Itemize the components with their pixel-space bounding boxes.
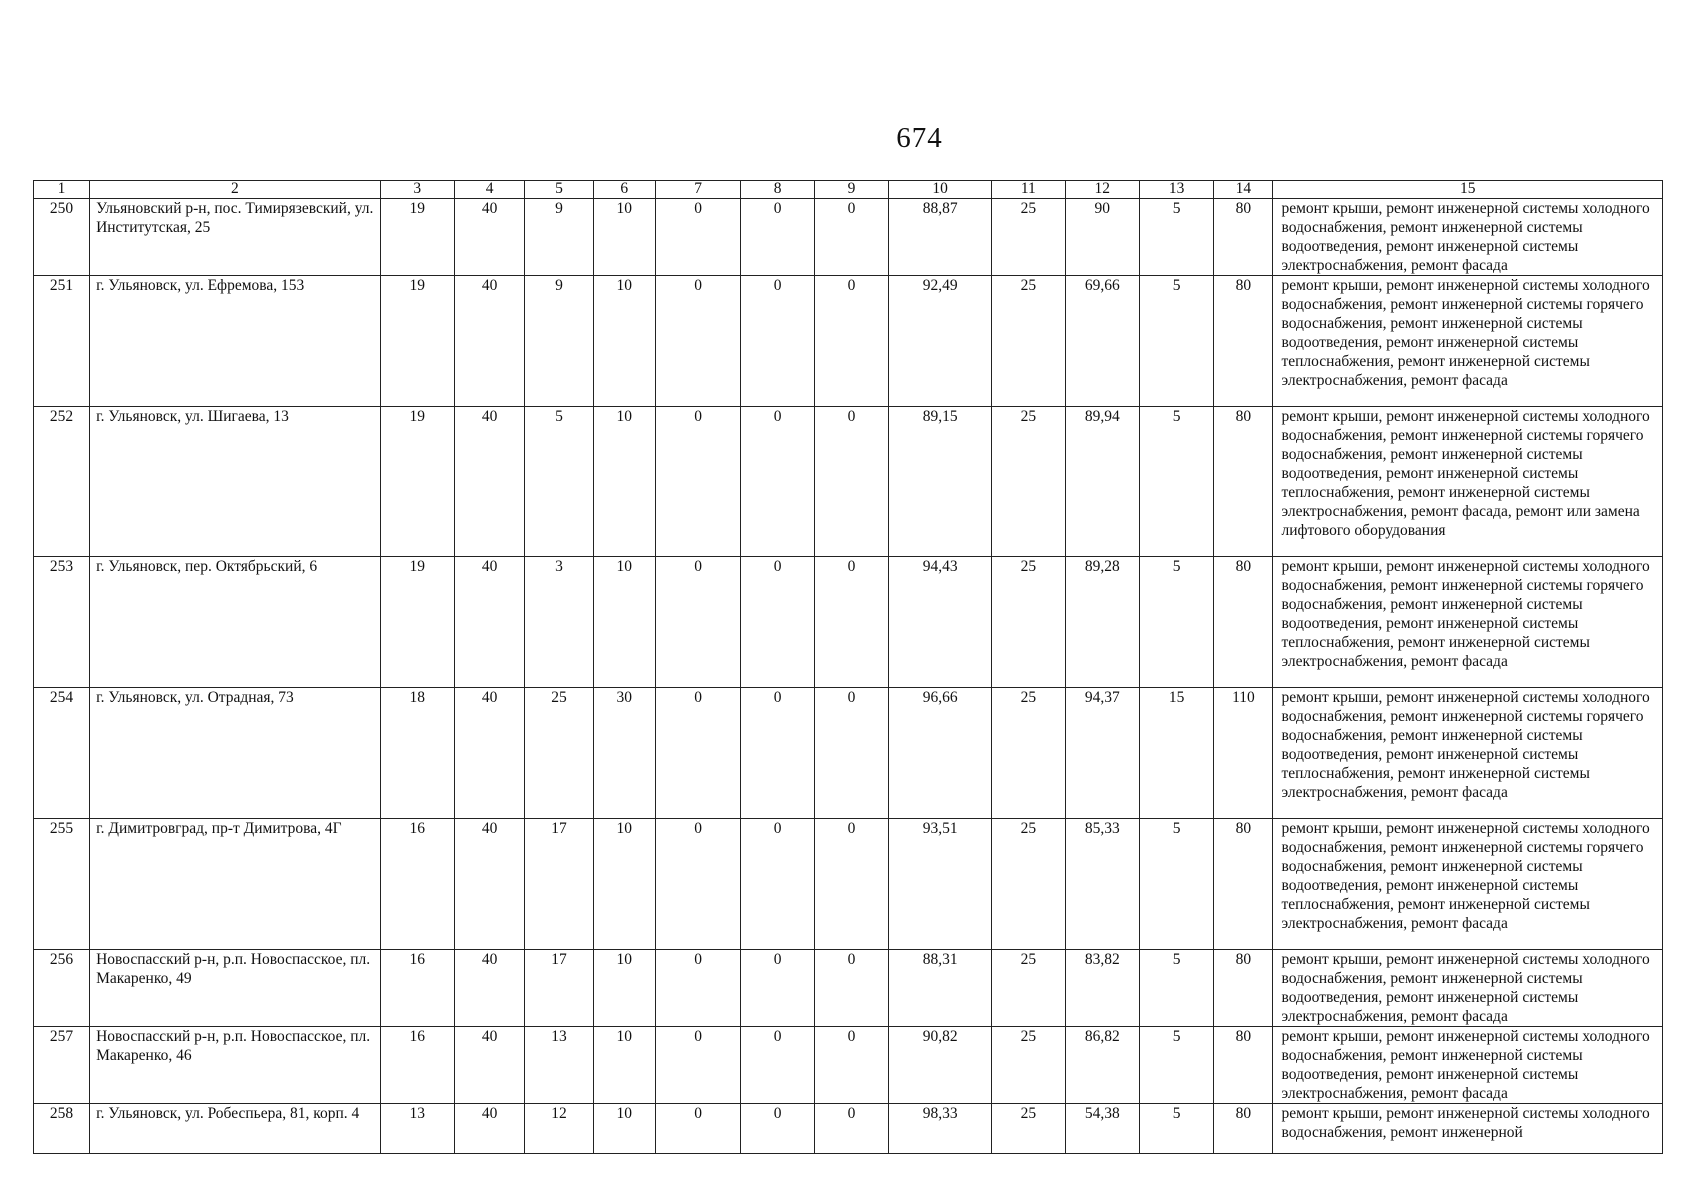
column-header: 10 xyxy=(889,181,992,199)
col8-cell: 0 xyxy=(741,950,814,1027)
column-header: 13 xyxy=(1139,181,1213,199)
col13-cell: 5 xyxy=(1139,1027,1213,1104)
col4-cell: 40 xyxy=(454,950,524,1027)
col7-cell: 0 xyxy=(655,1104,741,1154)
col6-cell: 10 xyxy=(593,407,655,557)
col9-cell: 0 xyxy=(814,1104,888,1154)
col9-cell: 0 xyxy=(814,819,888,950)
col8-cell: 0 xyxy=(741,276,814,407)
column-header: 3 xyxy=(380,181,454,199)
col10-cell: 88,31 xyxy=(889,950,992,1027)
col10-cell: 88,87 xyxy=(889,199,992,276)
column-header: 6 xyxy=(593,181,655,199)
address-cell: г. Ульяновск, пер. Октябрьский, 6 xyxy=(90,557,381,688)
col5-cell: 17 xyxy=(525,819,593,950)
col13-cell: 5 xyxy=(1139,819,1213,950)
table-row xyxy=(34,1027,1663,1104)
col7-cell: 0 xyxy=(655,688,741,819)
column-header: 7 xyxy=(655,181,741,199)
col11-cell: 25 xyxy=(992,950,1065,1027)
col5-cell: 13 xyxy=(525,1027,593,1104)
column-header: 12 xyxy=(1065,181,1139,199)
page-number: 674 xyxy=(896,122,943,154)
column-number-header-row xyxy=(34,181,1663,199)
col6-cell: 10 xyxy=(593,557,655,688)
col8-cell: 0 xyxy=(741,1027,814,1104)
col10-cell: 93,51 xyxy=(889,819,992,950)
row-number: 253 xyxy=(34,557,90,688)
col4-cell: 40 xyxy=(454,276,524,407)
table-row xyxy=(34,950,1663,1027)
col12-cell: 86,82 xyxy=(1065,1027,1139,1104)
col12-cell: 54,38 xyxy=(1065,1104,1139,1154)
table-row xyxy=(34,407,1663,557)
col3-cell: 19 xyxy=(380,557,454,688)
col14-cell: 110 xyxy=(1214,688,1273,819)
col11-cell: 25 xyxy=(992,1027,1065,1104)
col14-cell: 80 xyxy=(1214,557,1273,688)
repair-plan-table xyxy=(33,180,1663,1154)
col11-cell: 25 xyxy=(992,276,1065,407)
column-header: 9 xyxy=(814,181,888,199)
col8-cell: 0 xyxy=(741,407,814,557)
column-header: 5 xyxy=(525,181,593,199)
col10-cell: 90,82 xyxy=(889,1027,992,1104)
col3-cell: 18 xyxy=(380,688,454,819)
col11-cell: 25 xyxy=(992,1104,1065,1154)
col6-cell: 10 xyxy=(593,276,655,407)
works-cell: ремонт крыши, ремонт инженерной системы холодного водоснабжения, ремонт инженерной системы водоотведения, ремонт инженерной системы электроснабжения, ремонт фасада xyxy=(1273,199,1663,276)
column-header: 11 xyxy=(992,181,1065,199)
col10-cell: 92,49 xyxy=(889,276,992,407)
col7-cell: 0 xyxy=(655,950,741,1027)
works-cell: ремонт крыши, ремонт инженерной системы холодного водоснабжения, ремонт инженерной системы горячего водоснабжения, ремонт инженерной системы водоотведения, ремонт инженерной системы теплоснабжения, ремонт инженерной системы электроснабжения, ремонт фасада xyxy=(1273,819,1663,950)
works-cell: ремонт крыши, ремонт инженерной системы холодного водоснабжения, ремонт инженерной системы горячего водоснабжения, ремонт инженерной системы водоотведения, ремонт инженерной системы теплоснабжения, ремонт инженерной системы электроснабжения, ремонт фасада, ремонт или замена лифтового оборудования xyxy=(1273,407,1663,557)
row-number: 254 xyxy=(34,688,90,819)
col11-cell: 25 xyxy=(992,688,1065,819)
col10-cell: 98,33 xyxy=(889,1104,992,1154)
col6-cell: 10 xyxy=(593,1104,655,1154)
col9-cell: 0 xyxy=(814,199,888,276)
col9-cell: 0 xyxy=(814,688,888,819)
col14-cell: 80 xyxy=(1214,950,1273,1027)
col3-cell: 16 xyxy=(380,1027,454,1104)
col13-cell: 5 xyxy=(1139,199,1213,276)
address-cell: г. Ульяновск, ул. Шигаева, 13 xyxy=(90,407,381,557)
col5-cell: 25 xyxy=(525,688,593,819)
col4-cell: 40 xyxy=(454,199,524,276)
col7-cell: 0 xyxy=(655,1027,741,1104)
row-number: 250 xyxy=(34,199,90,276)
works-cell: ремонт крыши, ремонт инженерной системы холодного водоснабжения, ремонт инженерной системы горячего водоснабжения, ремонт инженерной системы водоотведения, ремонт инженерной системы теплоснабжения, ремонт инженерной системы электроснабжения, ремонт фасада xyxy=(1273,688,1663,819)
works-cell: ремонт крыши, ремонт инженерной системы холодного водоснабжения, ремонт инженерной системы горячего водоснабжения, ремонт инженерной системы водоотведения, ремонт инженерной системы теплоснабжения, ремонт инженерной системы электроснабжения, ремонт фасада xyxy=(1273,276,1663,407)
col12-cell: 90 xyxy=(1065,199,1139,276)
col12-cell: 89,94 xyxy=(1065,407,1139,557)
column-header: 1 xyxy=(34,181,90,199)
col5-cell: 12 xyxy=(525,1104,593,1154)
col5-cell: 3 xyxy=(525,557,593,688)
col6-cell: 10 xyxy=(593,819,655,950)
works-cell: ремонт крыши, ремонт инженерной системы холодного водоснабжения, ремонт инженерной xyxy=(1273,1104,1663,1154)
col3-cell: 19 xyxy=(380,407,454,557)
row-number: 258 xyxy=(34,1104,90,1154)
col10-cell: 94,43 xyxy=(889,557,992,688)
col3-cell: 16 xyxy=(380,950,454,1027)
row-number: 256 xyxy=(34,950,90,1027)
col6-cell: 10 xyxy=(593,199,655,276)
col11-cell: 25 xyxy=(992,199,1065,276)
address-cell: г. Ульяновск, ул. Отрадная, 73 xyxy=(90,688,381,819)
col7-cell: 0 xyxy=(655,276,741,407)
address-cell: г. Димитровград, пр-т Димитрова, 4Г xyxy=(90,819,381,950)
col13-cell: 15 xyxy=(1139,688,1213,819)
col14-cell: 80 xyxy=(1214,819,1273,950)
col4-cell: 40 xyxy=(454,557,524,688)
col5-cell: 9 xyxy=(525,199,593,276)
table-body xyxy=(34,181,1663,1154)
col9-cell: 0 xyxy=(814,407,888,557)
col11-cell: 25 xyxy=(992,819,1065,950)
col12-cell: 83,82 xyxy=(1065,950,1139,1027)
col9-cell: 0 xyxy=(814,276,888,407)
table-row xyxy=(34,199,1663,276)
col6-cell: 30 xyxy=(593,688,655,819)
address-cell: г. Ульяновск, ул. Робеспьера, 81, корп. 4 xyxy=(90,1104,381,1154)
col7-cell: 0 xyxy=(655,819,741,950)
column-header: 14 xyxy=(1214,181,1273,199)
col12-cell: 85,33 xyxy=(1065,819,1139,950)
col5-cell: 9 xyxy=(525,276,593,407)
col7-cell: 0 xyxy=(655,407,741,557)
col12-cell: 89,28 xyxy=(1065,557,1139,688)
col8-cell: 0 xyxy=(741,819,814,950)
col5-cell: 5 xyxy=(525,407,593,557)
works-cell: ремонт крыши, ремонт инженерной системы холодного водоснабжения, ремонт инженерной системы водоотведения, ремонт инженерной системы электроснабжения, ремонт фасада xyxy=(1273,950,1663,1027)
works-cell: ремонт крыши, ремонт инженерной системы холодного водоснабжения, ремонт инженерной системы водоотведения, ремонт инженерной системы электроснабжения, ремонт фасада xyxy=(1273,1027,1663,1104)
col11-cell: 25 xyxy=(992,407,1065,557)
col7-cell: 0 xyxy=(655,199,741,276)
address-cell: г. Ульяновск, ул. Ефремова, 153 xyxy=(90,276,381,407)
column-header: 8 xyxy=(741,181,814,199)
col13-cell: 5 xyxy=(1139,950,1213,1027)
col4-cell: 40 xyxy=(454,819,524,950)
col14-cell: 80 xyxy=(1214,276,1273,407)
col10-cell: 89,15 xyxy=(889,407,992,557)
col8-cell: 0 xyxy=(741,688,814,819)
col4-cell: 40 xyxy=(454,688,524,819)
column-header: 4 xyxy=(454,181,524,199)
row-number: 257 xyxy=(34,1027,90,1104)
col3-cell: 16 xyxy=(380,819,454,950)
col13-cell: 5 xyxy=(1139,276,1213,407)
column-header: 15 xyxy=(1273,181,1663,199)
col14-cell: 80 xyxy=(1214,1027,1273,1104)
address-cell: Ульяновский р-н, пос. Тимирязевский, ул. Институтская, 25 xyxy=(90,199,381,276)
col8-cell: 0 xyxy=(741,557,814,688)
col9-cell: 0 xyxy=(814,557,888,688)
col12-cell: 69,66 xyxy=(1065,276,1139,407)
table-row xyxy=(34,1104,1663,1154)
col13-cell: 5 xyxy=(1139,407,1213,557)
col9-cell: 0 xyxy=(814,950,888,1027)
col8-cell: 0 xyxy=(741,199,814,276)
col14-cell: 80 xyxy=(1214,199,1273,276)
address-cell: Новоспасский р-н, р.п. Новоспасское, пл. Макаренко, 46 xyxy=(90,1027,381,1104)
col14-cell: 80 xyxy=(1214,407,1273,557)
column-header: 2 xyxy=(90,181,381,199)
col6-cell: 10 xyxy=(593,1027,655,1104)
col12-cell: 94,37 xyxy=(1065,688,1139,819)
table-row xyxy=(34,688,1663,819)
col13-cell: 5 xyxy=(1139,557,1213,688)
row-number: 255 xyxy=(34,819,90,950)
col4-cell: 40 xyxy=(454,407,524,557)
table-row xyxy=(34,276,1663,407)
col4-cell: 40 xyxy=(454,1104,524,1154)
col3-cell: 13 xyxy=(380,1104,454,1154)
row-number: 251 xyxy=(34,276,90,407)
col6-cell: 10 xyxy=(593,950,655,1027)
col3-cell: 19 xyxy=(380,276,454,407)
col5-cell: 17 xyxy=(525,950,593,1027)
col9-cell: 0 xyxy=(814,1027,888,1104)
col7-cell: 0 xyxy=(655,557,741,688)
table-row xyxy=(34,819,1663,950)
col14-cell: 80 xyxy=(1214,1104,1273,1154)
col8-cell: 0 xyxy=(741,1104,814,1154)
col10-cell: 96,66 xyxy=(889,688,992,819)
address-cell: Новоспасский р-н, р.п. Новоспасское, пл. Макаренко, 49 xyxy=(90,950,381,1027)
col13-cell: 5 xyxy=(1139,1104,1213,1154)
col4-cell: 40 xyxy=(454,1027,524,1104)
row-number: 252 xyxy=(34,407,90,557)
col3-cell: 19 xyxy=(380,199,454,276)
col11-cell: 25 xyxy=(992,557,1065,688)
works-cell: ремонт крыши, ремонт инженерной системы холодного водоснабжения, ремонт инженерной системы горячего водоснабжения, ремонт инженерной системы водоотведения, ремонт инженерной системы теплоснабжения, ремонт инженерной системы электроснабжения, ремонт фасада xyxy=(1273,557,1663,688)
table-row xyxy=(34,557,1663,688)
